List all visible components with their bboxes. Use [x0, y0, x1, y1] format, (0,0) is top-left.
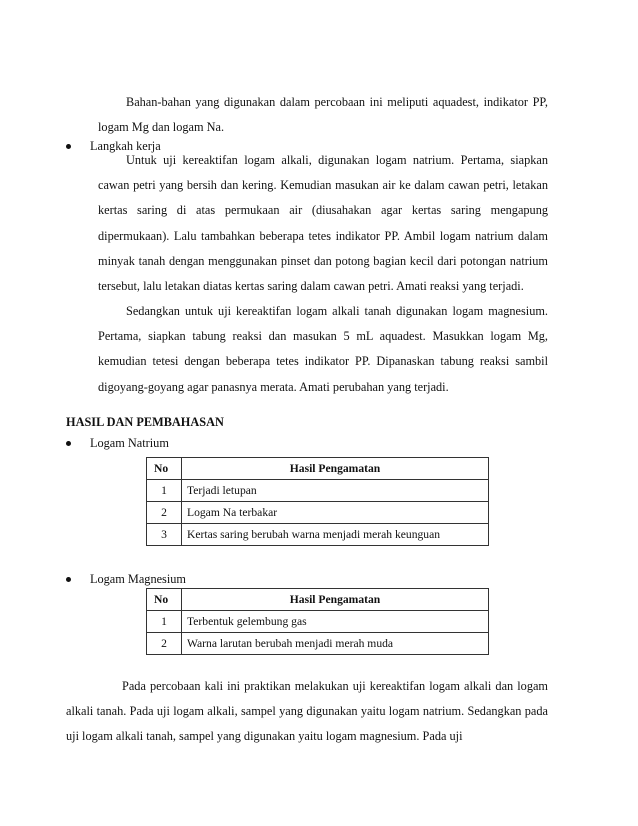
- bullet-icon: [66, 577, 71, 582]
- table-header-hasil: Hasil Pengamatan: [182, 589, 489, 611]
- bullet-label: Logam Magnesium: [90, 572, 186, 586]
- table-row: [147, 524, 489, 546]
- paragraph-natrium-step: Untuk uji kereaktifan logam alkali, digunakan logam natrium. Pertama, siapkan cawan petri yang bersih dan kering. Kemudian masukan air ke dalam cawan petri, letakan kertas saring di atas permukaan air (diusahakan agar kertas saring mengapung dipermukaan). Lalu tambahkan beberapa tetes indikator PP. Ambil logam natrium dalam minyak tanah dengan menggunakan pinset dan potong bagian kecil dari potongan natrium tersebut, lalu letakan diatas kertas saring dalam cawan petri. Amati reaksi yang terjadi.: [98, 153, 548, 294]
- table-cell-no: 2: [147, 633, 182, 655]
- table-cell-hasil: Terbentuk gelembung gas: [182, 611, 489, 633]
- paragraph-magnesium-step: Sedangkan untuk uji kereaktifan logam alkali tanah digunakan logam magnesium. Pertama, siapkan tabung reaksi dan masukan 5 mL aquadest. Masukkan logam Mg, kemudian tetesi dengan beberapa tetes indikator PP. Dipanaskan tabung reaksi sambil digoyang-goyang agar panasnya merata. Amati perubahan yang terjadi.: [98, 304, 548, 394]
- table-header-no: No: [147, 589, 182, 611]
- bullet-logam-magnesium: [66, 569, 186, 589]
- paragraph-bahan: Bahan-bahan yang digunakan dalam percobaan ini meliputi aquadest, indikator PP, logam Mg dan logam Na.: [98, 95, 548, 135]
- table-cell-no: 1: [147, 480, 182, 502]
- table-row: [147, 633, 489, 655]
- table-cell-no: 1: [147, 611, 182, 633]
- table-cell-hasil: Logam Na terbakar: [182, 502, 489, 524]
- table-cell-hasil: Terjadi letupan: [182, 480, 489, 502]
- table-header-row: [147, 458, 489, 480]
- table-cell-no: 3: [147, 524, 182, 546]
- section-heading: HASIL DAN PEMBAHASAN: [66, 415, 224, 429]
- bullet-label: Langkah kerja: [90, 139, 161, 153]
- bullet-logam-natrium: [66, 433, 169, 453]
- table-cell-no: 2: [147, 502, 182, 524]
- table-cell-hasil: Warna larutan berubah menjadi merah muda: [182, 633, 489, 655]
- table-row: [147, 502, 489, 524]
- table-header-hasil: Hasil Pengamatan: [182, 458, 489, 480]
- paragraph-discussion: Pada percobaan kali ini praktikan melakukan uji kereaktifan logam alkali dan logam alkali tanah. Pada uji logam alkali, sampel yang digunakan yaitu logam natrium. Sedangkan pada uji logam alkali tanah, sampel yang digunakan yaitu logam magnesium. Pada uji: [66, 679, 548, 744]
- bullet-label: Logam Natrium: [90, 436, 169, 450]
- table-row: [147, 611, 489, 633]
- table-magnesium: [146, 588, 489, 655]
- bullet-icon: [66, 441, 71, 446]
- table-header-no: No: [147, 458, 182, 480]
- bullet-icon: [66, 144, 71, 149]
- table-cell-hasil: Kertas saring berubah warna menjadi merah keunguan: [182, 524, 489, 546]
- table-header-row: [147, 589, 489, 611]
- table-row: [147, 480, 489, 502]
- table-natrium: [146, 457, 489, 546]
